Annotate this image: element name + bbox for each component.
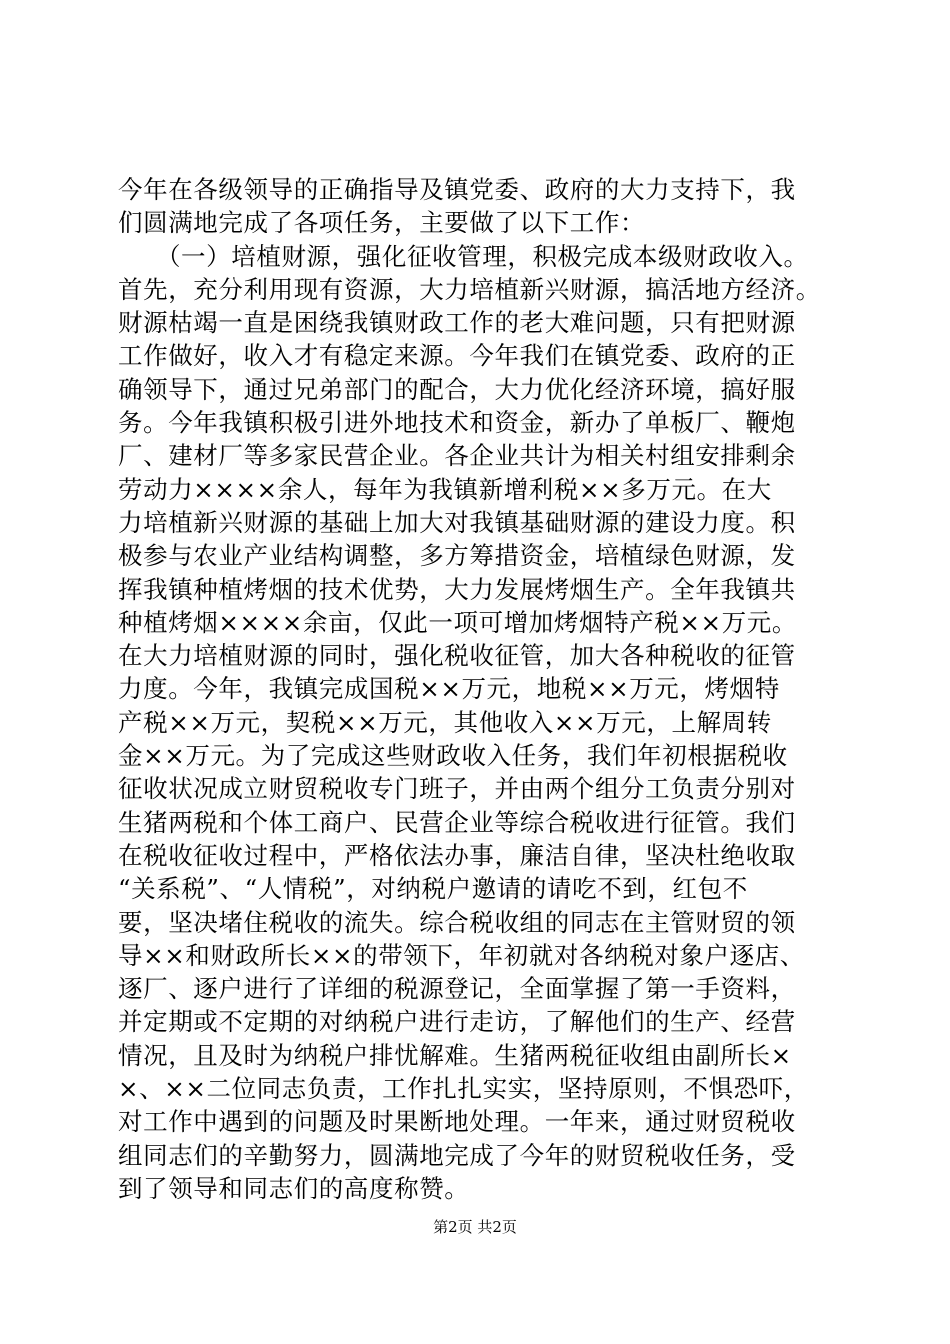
text-line: 在税收征收过程中，严格依法办事，廉洁自律，坚决杜绝收取: [118, 840, 796, 870]
text-line: 组同志们的辛勤努力，圆满地完成了今年的财贸税收任务，受: [118, 1140, 796, 1170]
text-line: 导××和财政所长××的带领下，年初就对各纳税对象户逐店、: [118, 940, 805, 970]
text-line: 极参与农业产业结构调整，多方筹措资金，培植绿色财源，发: [118, 541, 796, 571]
text-line: 确领导下，通过兄弟部门的配合，大力优化经济环境，搞好服: [118, 374, 796, 404]
text-line: 生猪两税和个体工商户、民营企业等综合税收进行征管。我们: [118, 807, 796, 837]
text-line: 们圆满地完成了各项任务，主要做了以下工作：: [118, 208, 646, 238]
text-line: 力度。今年，我镇完成国税××万元，地税××万元，烤烟特: [118, 674, 780, 704]
text-line: 要，坚决堵住税收的流失。综合税收组的同志在主管财贸的领: [118, 907, 796, 937]
text-line: 情况，且及时为纳税户排忧解难。生猪两税征收组由副所长×: [118, 1040, 792, 1070]
text-line: 财源枯竭一直是困绕我镇财政工作的老大难问题，只有把财源: [118, 308, 796, 338]
text-line: 厂、建材厂等多家民营企业。各企业共计为相关村组安排剩余: [118, 441, 796, 471]
text-line: 挥我镇种植烤烟的技术优势，大力发展烤烟生产。全年我镇共: [118, 574, 796, 604]
section-heading-line: （一）培植财源，强化征收管理，积极完成本级财政收入。: [118, 241, 809, 271]
text-line: 务。今年我镇积极引进外地技术和资金，新办了单板厂、鞭炮: [118, 408, 796, 438]
text-line: 力培植新兴财源的基础上加大对我镇基础财源的建设力度。积: [118, 507, 796, 537]
page-number-footer: 第2页 共2页: [433, 1218, 517, 1236]
text-line: 征收状况成立财贸税收专门班子，并由两个组分工负责分别对: [118, 774, 796, 804]
text-line: 种植烤烟××××余亩，仅此一项可增加烤烟特产税××万元。: [118, 607, 797, 637]
text-line: 金××万元。为了完成这些财政收入任务，我们年初根据税收: [118, 741, 788, 771]
body-text: [118, 173, 838, 1205]
text-line: 到了领导和同志们的高度称赞。: [118, 1173, 470, 1203]
text-line: 劳动力××××余人，每年为我镇新增利税××多万元。在大: [118, 474, 772, 504]
text-line: 对工作中遇到的问题及时果断地处理。一年来，通过财贸税收: [118, 1107, 796, 1137]
text-line: 逐厂、逐户进行了详细的税源登记，全面掌握了第一手资料，: [118, 974, 796, 1004]
text-line: 今年在各级领导的正确指导及镇党委、政府的大力支持下，我: [118, 175, 796, 204]
text-line: 首先，充分利用现有资源，大力培植新兴财源，搞活地方经济。: [118, 274, 821, 304]
text-line: 并定期或不定期的对纳税户进行走访，了解他们的生产、经营: [118, 1007, 796, 1037]
text-line: 产税××万元，契税××万元，其他收入××万元，上解周转: [118, 707, 772, 737]
text-line: “关系税”、“人情税”，对纳税户邀请的请吃不到，红包不: [118, 874, 748, 904]
text-line: ×、××二位同志负责，工作扎扎实实，坚持原则，不惧恐吓，: [118, 1074, 809, 1104]
text-line: 工作做好，收入才有稳定来源。今年我们在镇党委、政府的正: [118, 341, 796, 371]
text-line: 在大力培植财源的同时，强化税收征管，加大各种税收的征管: [118, 641, 796, 671]
